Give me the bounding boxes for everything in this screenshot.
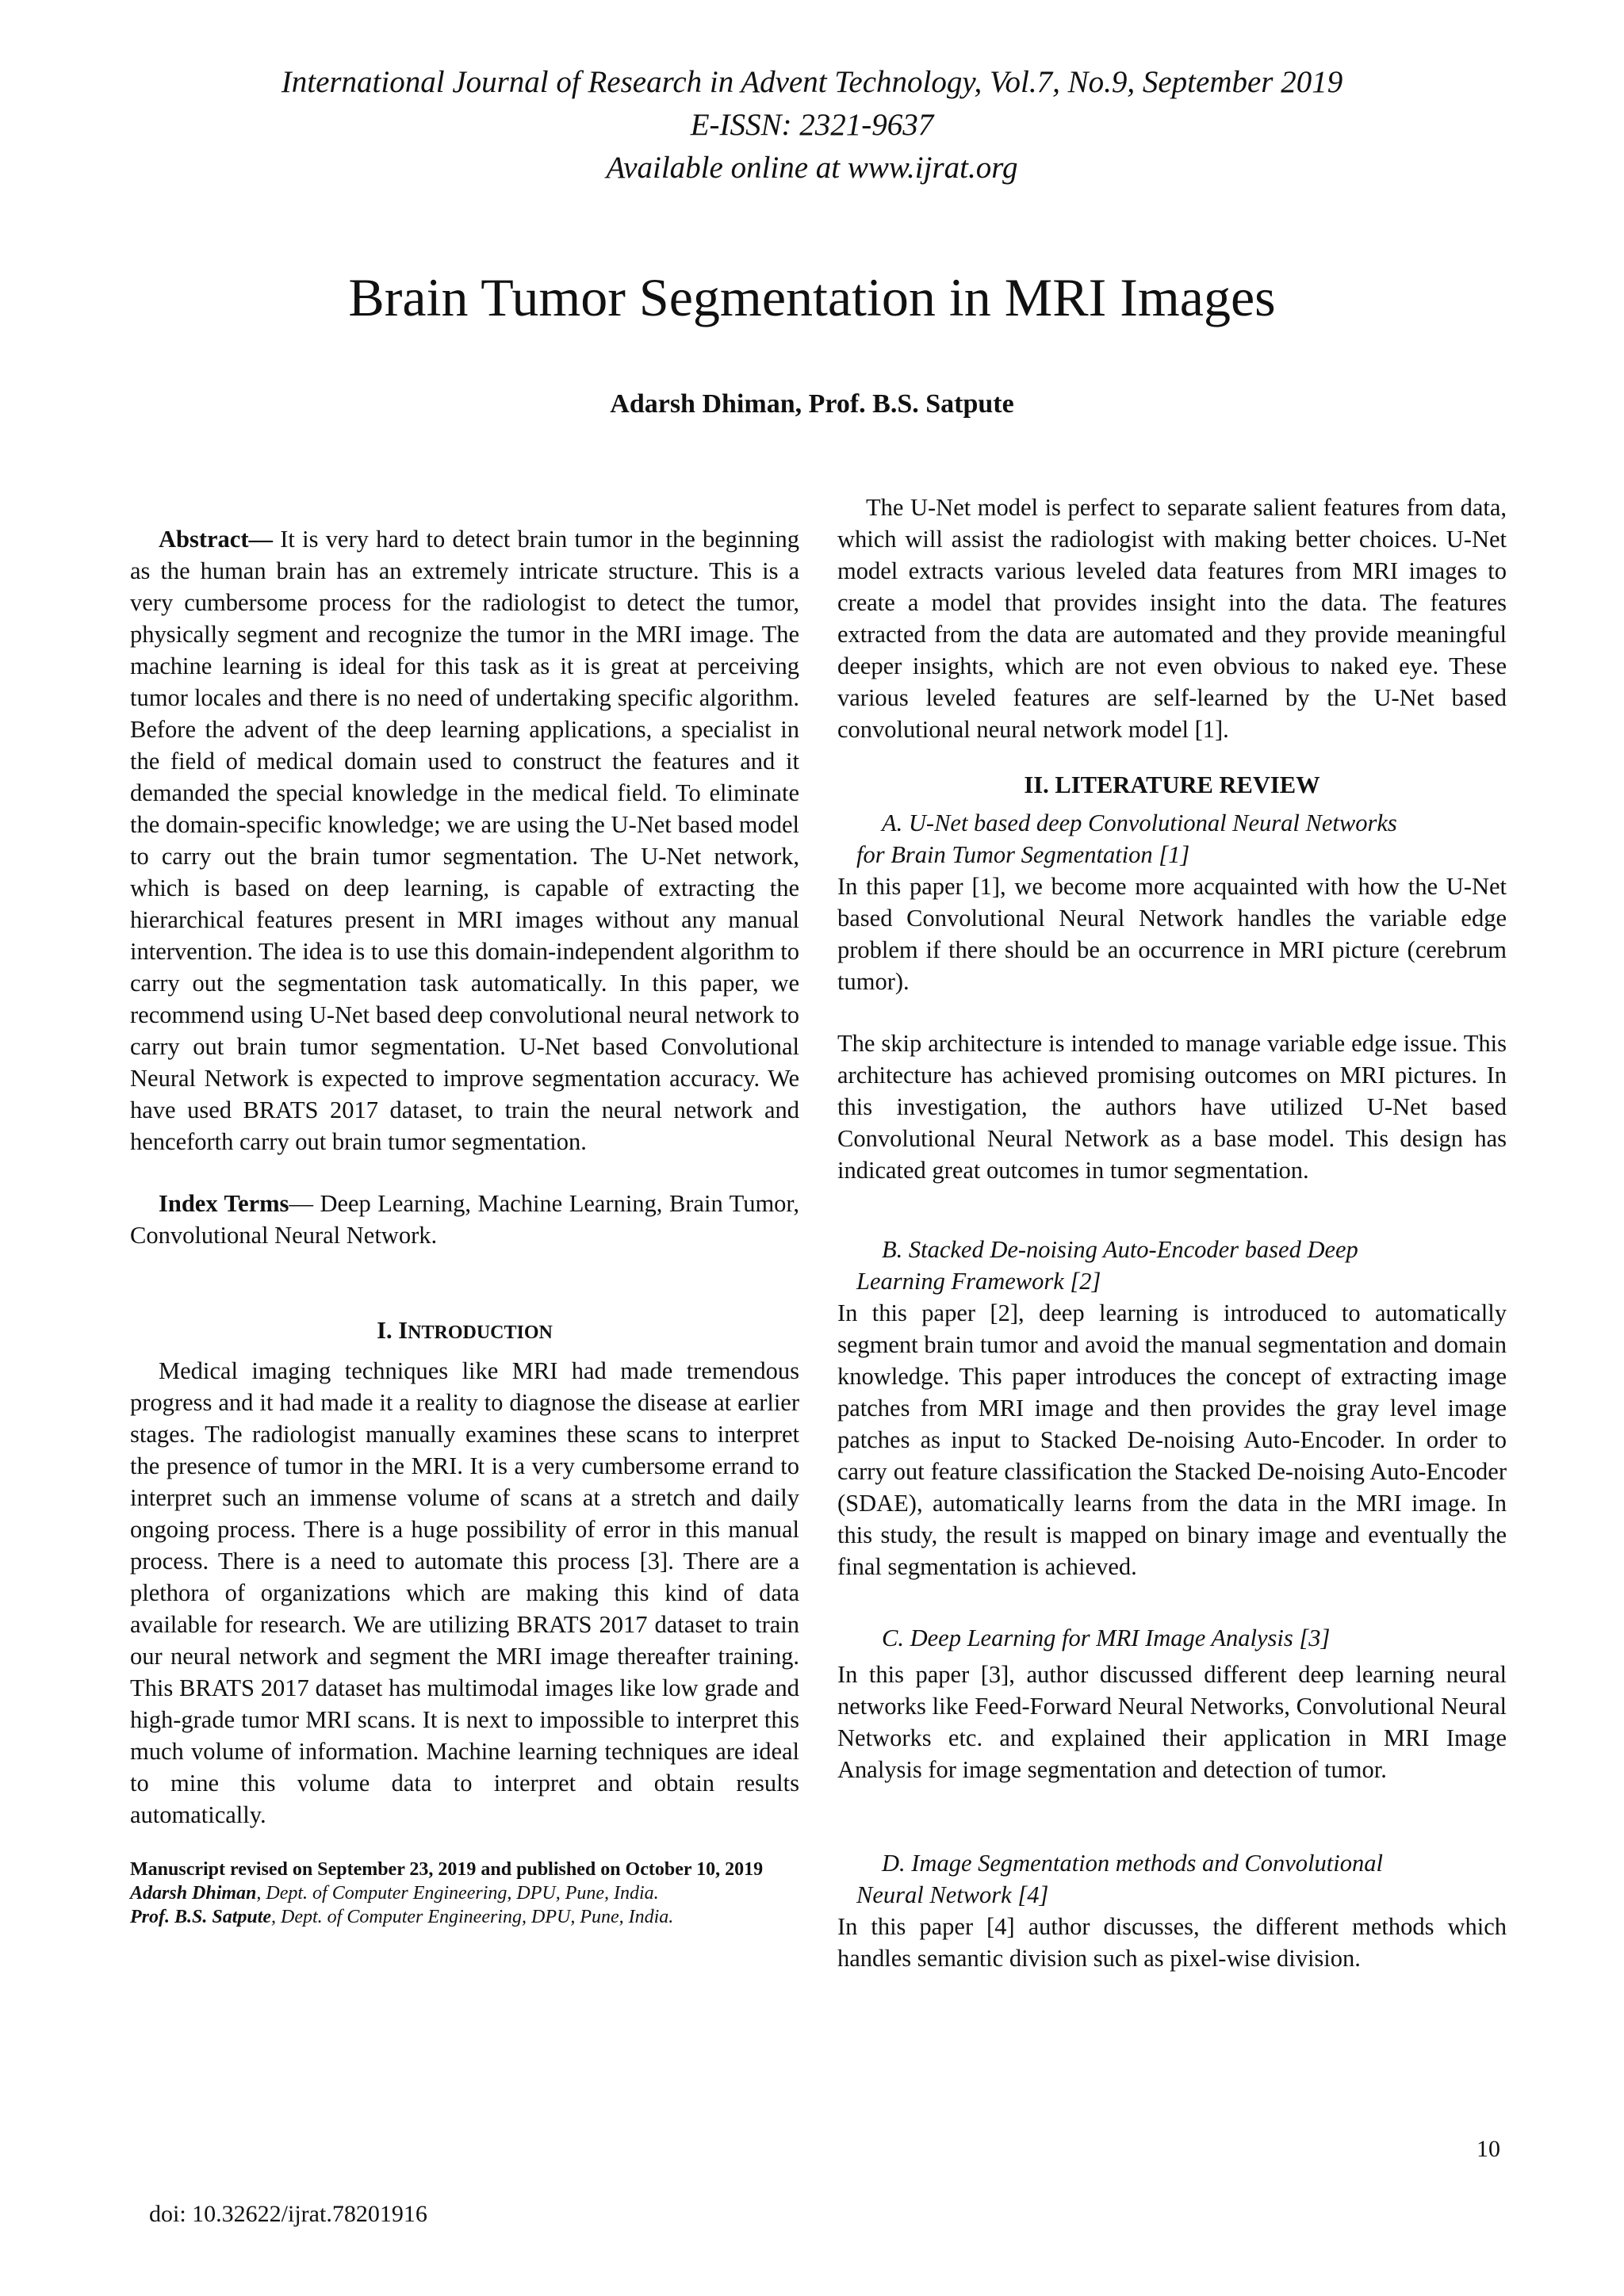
section-d-heading-line2: Neural Network [4] xyxy=(856,1881,1049,1908)
online-availability-line: Available online at www.ijrat.org xyxy=(606,151,1018,185)
issn-line: E-ISSN: 2321-9637 xyxy=(690,108,934,142)
introduction-paragraph: Medical imaging techniques like MRI had made tremendous progress and it had made it a reality to diagnose the disease at earlier stages. The radiologist manually examines these scans to interpret the presence of tumor in the MRI. It is a very cumbersome errand to interpret such an immense volume of scans at a stretch and daily ongoing process. There is a huge possibility of error in this manual process. There is a need to automate this process [3]. There are a plethora of organizations which are making this kind of data available for research. We are utilizing BRATS 2017 dataset to train our neural network and segment the MRI image thereafter training. This BRATS 2017 dataset has multimodal images like low grade and high-grade tumor MRI scans. It is next to impossible to interpret this much volume of information. Machine learning techniques are ideal to mine this volume data to interpret and obtain results automatically. xyxy=(130,1357,799,1828)
literature-review-heading: II. LITERATURE REVIEW xyxy=(1024,771,1320,798)
paper-title: Brain Tumor Segmentation in MRI Images xyxy=(348,267,1276,327)
introduction-heading-rest: NTRODUCTION xyxy=(408,1322,553,1343)
section-a-heading-line1: A. U-Net based deep Convolutional Neural Networks xyxy=(882,809,1397,836)
section-a-paragraph-2: The skip architecture is intended to manage variable edge issue. This architecture has achieved promising outcomes on MRI pictures. In this investigation, the authors have utilized U-Net based Convolutional Neural Network as a base model. This design has indicated great outcomes in tumor segmentation. xyxy=(837,1030,1507,1184)
section-b-heading-line1: B. Stacked De-noising Auto-Encoder based Deep xyxy=(882,1236,1358,1263)
author-2-name: Prof. B.S. Satpute xyxy=(130,1907,272,1927)
abstract-paragraph xyxy=(130,523,799,1158)
index-terms-paragraph xyxy=(130,1188,799,1251)
doi-footer: doi: 10.32622/ijrat.78201916 xyxy=(149,2201,427,2227)
section-b-heading-line2: Learning Framework [2] xyxy=(856,1268,1101,1295)
author-affiliation-2 xyxy=(130,1905,799,1929)
section-c-heading: C. Deep Learning for MRI Image Analysis [3] xyxy=(882,1624,1331,1651)
manuscript-note: Manuscript revised on September 23, 2019 and published on October 10, 2019 xyxy=(130,1859,764,1880)
index-terms-label: Index Terms xyxy=(159,1190,289,1217)
abstract-label: Abstract— xyxy=(159,526,273,553)
section-d-heading-line1: D. Image Segmentation methods and Convolutional xyxy=(882,1850,1383,1877)
right-column xyxy=(837,492,1507,1974)
abstract-text: It is very hard to detect brain tumor in the beginning as the human brain has an extremely intricate structure. This is a very cumbersome process for the radiologist to detect the tumor, physically segment and recognize the tumor in the MRI image. The machine learning is ideal for this task as it is great at perceiving tumor locales and there is no need of undertaking specific algorithm. Before the advent of the deep learning applications, a specialist in the field of medical domain used to construct the features and it demanded the special knowledge in the medical field. To eliminate the domain-specific knowledge; we are using the U-Net based model to carry out the brain tumor segmentation. The U-Net network, which is based on deep learning, is capable of extracting the hierarchical features present in MRI images without any manual intervention. The idea is to use this domain-independent algorithm to carry out the segmentation task automatically. In this paper, we recommend using U-Net based deep convolutional neural network to carry out brain tumor segmentation. U-Net based Convolutional Neural Network is expected to improve segmentation accuracy. We have used BRATS 2017 dataset, to train the neural network and henceforth carry out brain tumor segmentation. xyxy=(130,526,799,1155)
introduction-heading-initial: I xyxy=(398,1317,408,1344)
journal-header-line: International Journal of Research in Advent Technology, Vol.7, No.9, September 2019 xyxy=(281,65,1343,99)
introduction-number: I. xyxy=(377,1317,393,1344)
section-b-paragraph: In this paper [2], deep learning is introduced to automatically segment brain tumor and avoid the manual segmentation and domain knowledge. This paper introduces the concept of extracting image patches from MRI image and then provides the gray level image patches as input to Stacked De-noising Auto-Encoder. In order to carry out feature classification the Stacked De-noising Auto-Encoder (SDAE), automatically learns from the data in the MRI image. In this study, the result is mapped on binary image and eventually the final segmentation is achieved. xyxy=(837,1299,1507,1580)
footnote xyxy=(130,1858,799,1929)
author-1-name: Adarsh Dhiman xyxy=(130,1883,257,1904)
index-terms-text: — Deep Learning, Machine Learning, Brain Tumor, Convolutional Neural Network. xyxy=(130,1190,799,1249)
introduction-heading xyxy=(130,1314,799,1349)
unet-intro-paragraph: The U-Net model is perfect to separate salient features from data, which will assist the radiologist with making better choices. U-Net model extracts various leveled data features from MRI images to create a model that provides insight into the data. The features extracted from the data are automated and they provide meaningful deeper insights, which are not even obvious to naked eye. These various leveled features are self-learned by the U-Net based convolutional neural network model [1]. xyxy=(837,494,1507,743)
author-1-affiliation: , Dept. of Computer Engineering, DPU, Pune, India. xyxy=(256,1883,659,1904)
section-a-paragraph-1: In this paper [1], we become more acquainted with how the U-Net based Convolutional Neural Network handles the variable edge problem if there should be an occurrence in MRI picture (cerebrum tumor). xyxy=(837,873,1507,995)
left-column xyxy=(130,523,799,1929)
page-number: 10 xyxy=(1477,2136,1500,2162)
author-2-affiliation: , Dept. of Computer Engineering, DPU, Pune, India. xyxy=(271,1907,674,1927)
author-list: Adarsh Dhiman, Prof. B.S. Satpute xyxy=(610,389,1014,419)
section-d-paragraph: In this paper [4] author discusses, the different methods which handles semantic division such as pixel-wise division. xyxy=(837,1913,1507,1972)
section-c-paragraph: In this paper [3], author discussed different deep learning neural networks like Feed-Forward Neural Networks, Convolutional Neural Networks etc. and explained their application in MRI Image Analysis for image segmentation and detection of tumor. xyxy=(837,1661,1507,1783)
section-a-heading-line2: for Brain Tumor Segmentation [1] xyxy=(856,841,1190,868)
author-affiliation-1 xyxy=(130,1881,799,1905)
